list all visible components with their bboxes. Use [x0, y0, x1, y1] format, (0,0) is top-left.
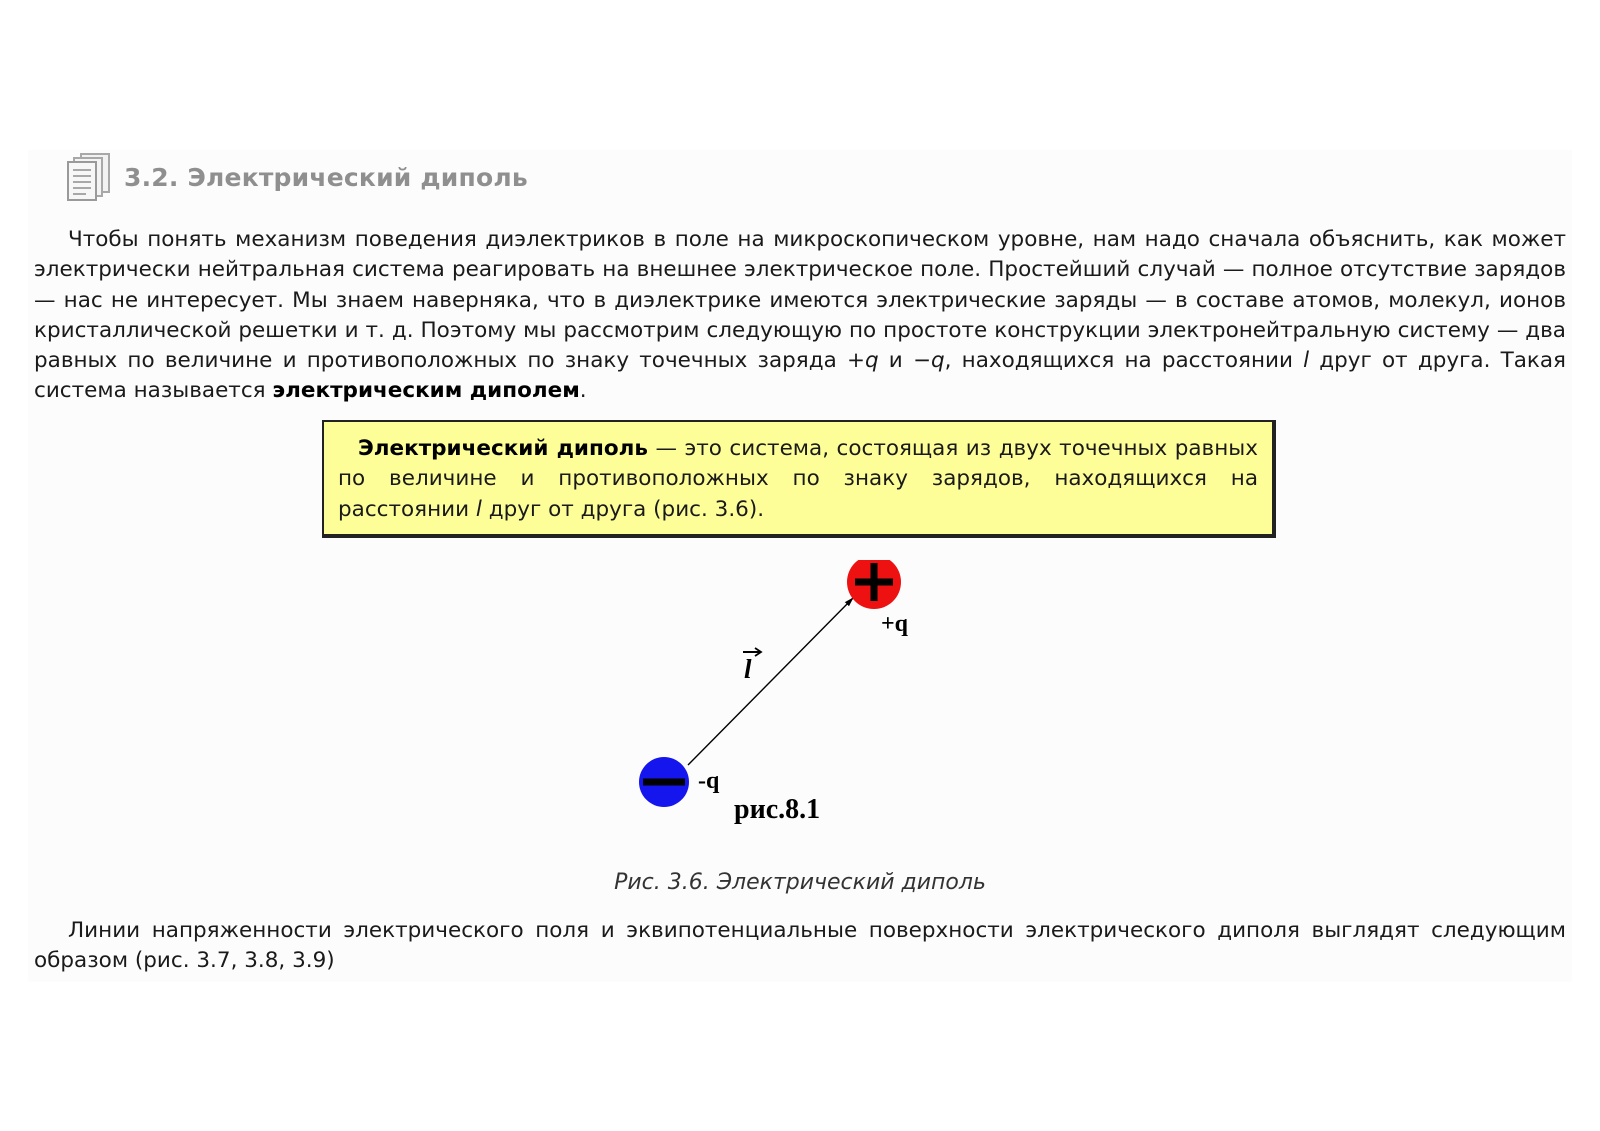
l-symbol: l — [1303, 348, 1310, 374]
positive-charge — [847, 560, 901, 609]
plus-q-symbol: +q — [846, 348, 879, 374]
definition-term: Электрический диполь — [358, 436, 648, 461]
dipole-vector-arrow — [688, 598, 853, 765]
document-pages-icon — [66, 152, 112, 202]
plus-q-label: +q — [881, 611, 909, 637]
figure-number-label: рис.8.1 — [734, 794, 821, 825]
definition-text — [338, 434, 1258, 525]
dipole-term: электрическим диполем — [272, 378, 580, 404]
intro-end: . — [579, 378, 587, 404]
vector-l-label: l — [744, 654, 752, 684]
intro-and: и — [878, 348, 913, 374]
section-title: 3.2. Электрический диполь — [124, 162, 528, 192]
intro-text-1: Чтобы понять механизм поведения диэлектриков в поле на микроскопическом уровне, нам надо сначала объяснить, как может электрически нейтральная система реагировать на внешнее электрическое поле. Простейший случай — полное отсутствие зарядов — нас не интересует. Мы знаем наверняка, что в диэлектрике имеются электрические заряды — в составе атомов, молекул, ионов кристаллической решетки и т. д. Поэтому мы рассмотрим следующую по простоте конструкции электронейтральную систему — два равных по величине и противоположных по знаку точечных заряда — [34, 227, 1566, 374]
intro-text-3: друг от друга. Такая система называется — [34, 348, 1566, 404]
intro-text-2: , находящихся на расстоянии — [944, 348, 1304, 374]
dipole-figure — [600, 560, 1000, 860]
minus-q-label: -q — [698, 768, 720, 794]
definition-text-2: друг от друга (рис. 3.6). — [481, 496, 765, 522]
section-header — [66, 152, 528, 202]
definition-box — [322, 420, 1276, 538]
negative-charge — [639, 757, 689, 807]
closing-paragraph: Линии напряженности электрического поля и эквипотенциальные поверхности электрического диполя выглядят следующим образом (рис. 3.7, 3.8, 3.9) — [34, 918, 1566, 974]
intro-paragraph — [34, 225, 1566, 407]
minus-q-symbol: −q — [912, 348, 945, 374]
definition-l-symbol: l — [475, 496, 482, 522]
figure-caption: Рис. 3.6. Электрический диполь — [614, 870, 986, 895]
definition-text-1: — это система, состоящая из двух точечных равных по величине и противоположных по знаку зарядов, находящихся на расстоянии — [338, 436, 1258, 522]
